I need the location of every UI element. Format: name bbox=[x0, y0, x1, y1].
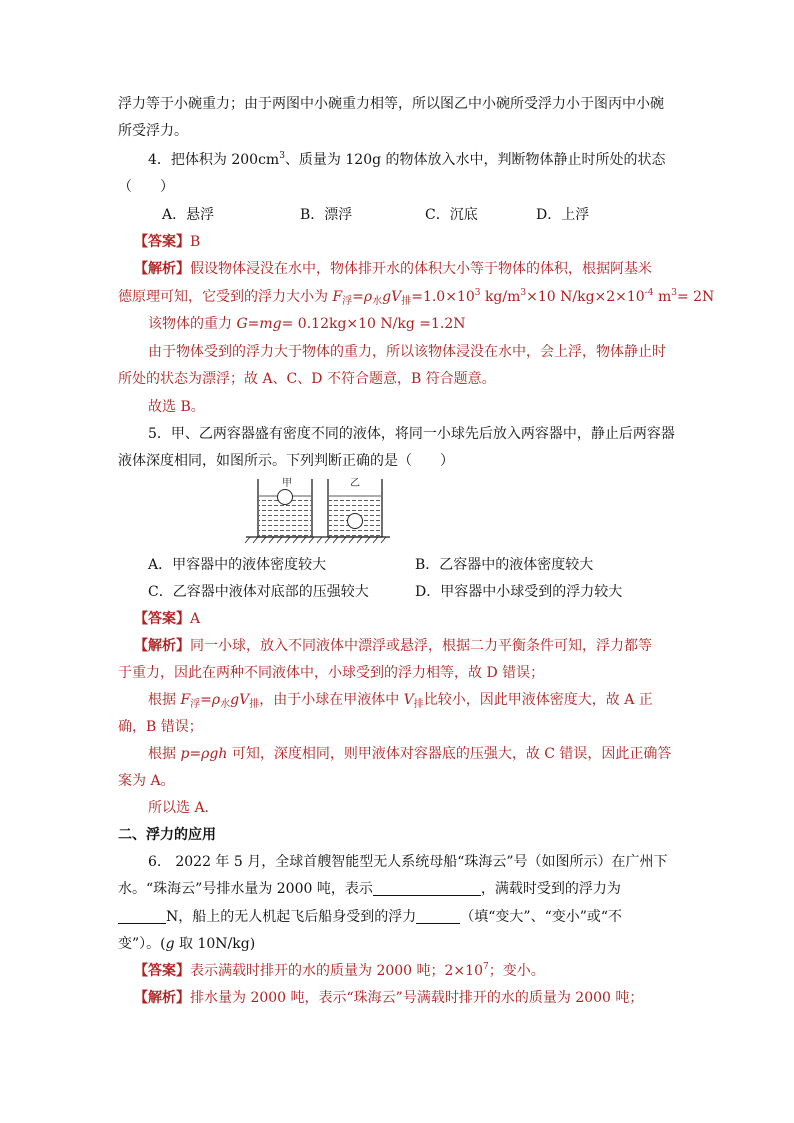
option-a: A．悬浮 bbox=[162, 207, 215, 223]
fill-blank[interactable] bbox=[373, 881, 481, 896]
container-label: 乙 bbox=[350, 478, 360, 489]
analysis-line: 所处的状态为漂浮；故 A、C、D 不符合题意，B 符合题意。 bbox=[118, 371, 496, 387]
fill-blank[interactable] bbox=[118, 909, 166, 924]
container-label: 甲 bbox=[282, 478, 292, 489]
container-jia bbox=[258, 477, 312, 537]
question-6-stem: 变”）。(g 取 10N/kg) bbox=[118, 936, 256, 952]
ball bbox=[348, 514, 363, 529]
ball bbox=[278, 490, 293, 505]
analysis-line: 根据 $F_浮=\rho_水gV_排$，由于小球在甲液体中 $V_排$比较小，因此甲液体密度大，故 A 正 bbox=[148, 692, 653, 710]
question-6-stem: 水。“珠海云”号排水量为 2000 吨，表示 ，满载时受到的浮力为 bbox=[118, 881, 621, 897]
analysis-line: 【解析】假设物体浸没在水中，物体排开水的体积大小等于物体的体积，根据阿基米 bbox=[134, 261, 652, 277]
text-line: 所受浮力。 bbox=[118, 123, 188, 139]
analysis-line: 确，B 错误； bbox=[118, 719, 203, 735]
question-4-stem: 4．把体积为 $200cm^3$、质量为 120g 的物体放入水中，判断物体静止时所处的状态 bbox=[148, 151, 666, 168]
option-b: B．漂浮 bbox=[300, 207, 353, 223]
ground bbox=[245, 537, 390, 543]
option-d: D．上浮 bbox=[536, 207, 590, 223]
analysis-line: 案为 A。 bbox=[118, 773, 175, 789]
section-heading: 二、浮力的应用 bbox=[118, 827, 216, 843]
container-yi bbox=[328, 477, 382, 537]
answer-line: 【答案】表示满载时排开的水的质量为 2000 吨；$2\times 10^7$；变小。 bbox=[134, 962, 545, 979]
option-c: C．沉底 bbox=[425, 207, 478, 223]
analysis-line: 【解析】排水量为 2000 吨，表示“珠海云”号满载时排开的水的质量为 2000 吨； bbox=[134, 990, 644, 1006]
answer-line: 【答案】A bbox=[134, 611, 201, 627]
conclusion-line: 故选 B。 bbox=[148, 399, 205, 415]
conclusion-line: 所以选 A. bbox=[148, 800, 210, 816]
option-c: C．乙容器中液体对底部的压强较大 bbox=[148, 584, 369, 600]
answer-paren: （ ） bbox=[118, 179, 174, 195]
analysis-line: 该物体的重力 G=mg= 0.12kg×10 N/kg =1.2N bbox=[148, 316, 466, 332]
fill-blank[interactable] bbox=[416, 909, 460, 924]
two-containers-figure bbox=[244, 473, 392, 549]
question-6-stem: 6. 2022 年 5 月，全球首艘智能型无人系统母船“珠海云”号（如图所示）在广州下 bbox=[148, 854, 668, 870]
text-line: 浮力等于小碗重力；由于两图中小碗重力相等，所以图乙中小碗所受浮力小于图丙中小碗 bbox=[118, 96, 664, 112]
answer-line: 【答案】B bbox=[134, 234, 201, 250]
analysis-line: 根据 p=ρgh 可知，深度相同，则甲液体对容器底的压强大，故 C 错误，因此正确答 bbox=[148, 746, 672, 762]
option-b: B．乙容器中的液体密度较大 bbox=[415, 557, 594, 573]
question-5-stem: 5．甲、乙两容器盛有密度不同的液体，将同一小球先后放入两容器中，静止后两容器 bbox=[148, 426, 675, 442]
analysis-line: 德原理可知，它受到的浮力大小为 $F_浮=\rho_水gV_排=1.0\times 10^3$ $kg/m^3\times 10$ $N/kg\times 2\times 10^{-4}$ $m^3= 2N$ bbox=[118, 288, 715, 307]
question-6-stem: N，船上的无人机起飞后船身受到的浮力 （填“变大”、“变小”或“不 bbox=[118, 907, 622, 927]
analysis-line: 【解析】同一小球，放入不同液体中漂浮或悬浮，根据二力平衡条件可知，浮力都等 bbox=[134, 638, 652, 654]
option-a: A．甲容器中的液体密度较大 bbox=[148, 557, 327, 573]
question-5-stem: 液体深度相同，如图所示。下列判断正确的是（ ） bbox=[118, 453, 454, 469]
option-d: D．甲容器中小球受到的浮力较大 bbox=[415, 584, 623, 600]
analysis-line: 于重力，因此在两种不同液体中，小球受到的浮力相等，故 D 错误； bbox=[118, 665, 545, 681]
analysis-line: 由于物体受到的浮力大于物体的重力，所以该物体浸没在水中，会上浮，物体静止时 bbox=[148, 344, 666, 360]
